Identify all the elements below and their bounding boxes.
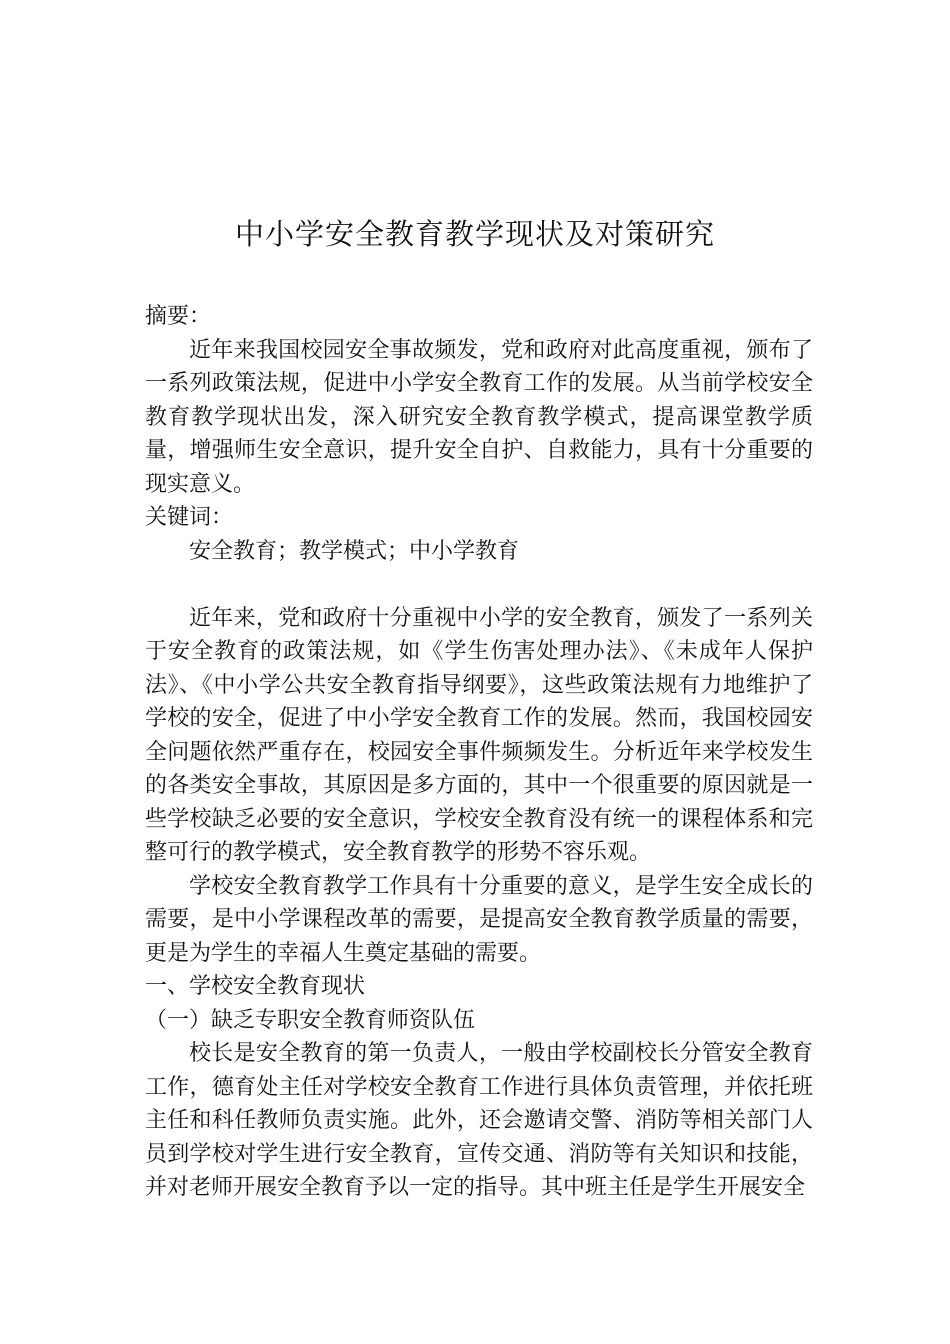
paragraph-spacer (145, 568, 813, 602)
abstract-label: 摘要： (145, 304, 212, 329)
section-heading-1: 一、学校安全教育现状 (145, 974, 366, 999)
body-paragraph-1: 近年来，党和政府十分重视中小学的安全教育，颁发了一系列关于安全教育的政策法规，如《学生伤害处理办法》、《未成年人保护法》、《中小学公共安全教育指导纲要》，这些政策法规有力地维护了学校的安全，促进了中小学安全教育工作的发展。然而，我国校园安全问题依然严重存在，校园安全事件频频发生。分析近年来学校发生的各类安全事故，其原因是多方面的，其中一个很重要的原因就是一些学校缺乏必要的安全意识，学校安全教育没有统一的课程体系和完整可行的教学模式，安全教育教学的形势不容乐观。 (145, 605, 813, 865)
body-paragraph-3: 校长是安全教育的第一负责人，一般由学校副校长分管安全教育工作，德育处主任对学校安全教育工作进行具体负责管理，并依托班主任和科任教师负责实施。此外，还会邀请交警、消防等相关部门人员到学校对学生进行安全教育，宣传交通、消防等有关知识和技能，并对老师开展安全教育予以一定的指导。其中班主任是学生开展安全 (145, 1041, 813, 1200)
keywords-label: 关键词： (145, 505, 234, 530)
keywords-text: 安全教育；教学模式；中小学教育 (189, 538, 520, 564)
body-paragraph-2: 学校安全教育教学工作具有十分重要的意义，是学生安全成长的需要，是中小学课程改革的需要，是提高安全教育教学质量的需要，更是为学生的幸福人生奠定基础的需要。 (145, 873, 813, 966)
abstract-text: 近年来我国校园安全事故频发，党和政府对此高度重视，颁布了一系列政策法规，促进中小学安全教育工作的发展。从当前学校安全教育教学现状出发，深入研究安全教育教学模式，提高课堂教学质量，增强师生安全意识，提升安全自护、自救能力，具有十分重要的现实意义。 (145, 337, 813, 497)
document-body (145, 300, 813, 1205)
subsection-heading-1: （一）缺乏专职安全教育师资队伍 (145, 1007, 476, 1033)
document-title: 中小学安全教育教学现状及对策研究 (234, 217, 715, 251)
